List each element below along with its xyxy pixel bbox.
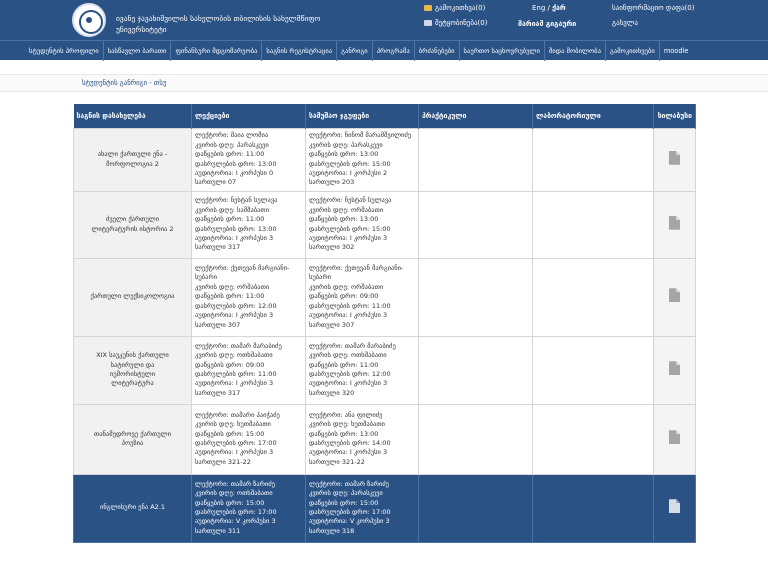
- table-body: [74, 128, 696, 542]
- university-name: ივანე ჯავახიშვილის სახელობის თბილისის სახელმწიფო უნივერსიტეტი: [116, 14, 321, 34]
- newspaper-icon: [424, 5, 432, 11]
- practical-cell: [419, 258, 533, 336]
- table-row[interactable]: [74, 404, 696, 474]
- table-row[interactable]: [74, 128, 696, 191]
- document-icon[interactable]: [669, 288, 680, 302]
- survey-link-label: გამოკითხვა(0): [435, 4, 486, 12]
- breadcrumb-bar: [0, 74, 768, 92]
- laboratory-cell: [533, 128, 654, 191]
- nav-item[interactable]: ფინანსური მდგომარეობა: [171, 41, 262, 61]
- table-row[interactable]: [74, 336, 696, 404]
- syllabus-cell: [654, 191, 696, 258]
- nav-item[interactable]: სტუდენტის პროფილი: [25, 41, 104, 61]
- user-name: მარიამ გიგაური: [518, 20, 577, 28]
- main-nav: [0, 40, 768, 60]
- syllabus-cell: [654, 474, 696, 542]
- language-switcher: [532, 4, 566, 12]
- nav-item[interactable]: სასწავლო ბარათი: [104, 41, 172, 61]
- top-header: [0, 0, 768, 40]
- laboratory-cell: [533, 191, 654, 258]
- work-group-cell: ლექტორი: ანა ფილიძე კვირის დღე: ხუთშაბათი დაწყების დრო: 13:00 დასრულების დრო: 14:00 აუდიტორია: I კორპუსი 3 სართული 321-22: [306, 404, 419, 474]
- subject-cell: ძველი ქართული ლიტერატურის ისტორია 2: [74, 191, 192, 258]
- lang-separator: /: [547, 4, 550, 12]
- lecture-cell: ლექტორი: ქეთევან მარგიანი-სუბარი კვირის დღე: ორშაბათი დაწყების დრო: 11:00 დასრულების დრო: 12:00 აუდიტორია: I კორპუსი 3 სართული 307: [192, 258, 306, 336]
- laboratory-cell: [533, 258, 654, 336]
- logout-link[interactable]: გასვლა: [612, 19, 638, 27]
- col-laboratory: ლაბორატორიული: [533, 104, 654, 128]
- survey-link[interactable]: [424, 4, 485, 12]
- practical-cell: [419, 336, 533, 404]
- syllabus-cell: [654, 404, 696, 474]
- nav-item[interactable]: moodle: [663, 47, 689, 55]
- lecture-cell: ლექტორი: თამარ მარაბიძე კვირის დღე: ოთხშაბათი დაწყების დრო: 09:00 დასრულების დრო: 11:00 აუდიტორია: I კორპუსი 3 სართული 317: [192, 336, 306, 404]
- nav-item[interactable]: განრიგი: [337, 41, 373, 61]
- laboratory-cell: [533, 336, 654, 404]
- lang-ka-link[interactable]: ქარ: [552, 4, 566, 12]
- practical-cell: [419, 404, 533, 474]
- lecture-cell: ლექტორი: თამარი ჰაიჭაძე კვირის დღე: ხუთშაბათი დაწყების დრო: 15:00 დასრულების დრო: 17:00 აუდიტორია: I კორპუსი 3 სართული 321-22: [192, 404, 306, 474]
- table-row[interactable]: [74, 191, 696, 258]
- nav-item[interactable]: საერთო საცხოვრებელი: [460, 41, 545, 61]
- lecture-cell: ლექტორი: თამარ ზარიძე კვირის დღე: ოთხშაბათი დაწყების დრო: 15:00 დასრულების დრო: 17:00 აუდიტორია: V კორპუსი 3 სართული 311: [192, 474, 306, 542]
- main-nav-items: [25, 41, 692, 61]
- lecture-cell: ლექტორი: მაია ლომია კვირის დღე: პარასკევი დაწყების დრო: 11:00 დასრულების დრო: 13:00 აუდიტორია: I კორპუსი 0 სართული 07: [192, 128, 306, 191]
- syllabus-cell: [654, 128, 696, 191]
- work-group-cell: ლექტორი: ქეთევან მარგიანი-სუბარი კვირის დღე: ორშაბათი დაწყების დრო: 09:00 დასრულების დრო: 11:00 აუდიტორია: I კორპუსი 3 სართული 307: [306, 258, 419, 336]
- col-syllabus: სილაბუსი: [654, 104, 696, 128]
- subject-cell: ქართული ლექსიკოლოგია: [74, 258, 192, 336]
- document-icon[interactable]: [669, 430, 680, 444]
- nav-item[interactable]: ბრძანებები: [415, 41, 460, 61]
- col-subject: საგნის დასახელება: [74, 104, 192, 128]
- subject-cell: ახალი ქართული ენა - მორფოლოგია 2: [74, 128, 192, 191]
- schedule-table: [73, 104, 696, 543]
- syllabus-cell: [654, 258, 696, 336]
- table-row[interactable]: [74, 474, 696, 542]
- table-header-row: [74, 104, 696, 128]
- document-icon[interactable]: [669, 499, 680, 513]
- document-icon[interactable]: [669, 216, 680, 230]
- mail-icon: [424, 20, 432, 26]
- messages-link-label: შეტყობინება(0): [435, 19, 488, 27]
- work-group-cell: ლექტორი: ნესტან სულავა კვირის დღე: ორშაბათი დაწყების დრო: 13:00 დასრულების დრო: 15:00 აუდიტორია: I კორპუსი 3 სართული 302: [306, 191, 419, 258]
- practical-cell: [419, 128, 533, 191]
- table-row[interactable]: [74, 258, 696, 336]
- practical-cell: [419, 474, 533, 542]
- nav-item[interactable]: საგნის რეგისტრაცია: [262, 41, 337, 61]
- lang-en-link[interactable]: Eng: [532, 4, 546, 12]
- work-group-cell: ლექტორი: ნინომ მარამშვილიძე კვირის დღე: პარასკევი დაწყების დრო: 13:00 დასრულების დრო: 15:00 აუდიტორია: I კორპუსი 2 სართული 203: [306, 128, 419, 191]
- info-board-link[interactable]: საინფორმაციო დაფა(0): [612, 4, 695, 12]
- nav-item[interactable]: შიდა მობილობა: [545, 41, 606, 61]
- subject-cell: თანამედროვე ქართული პოეზია: [74, 404, 192, 474]
- col-work-groups: სამუშაო ჯგუფები: [306, 104, 419, 128]
- syllabus-cell: [654, 336, 696, 404]
- work-group-cell: ლექტორი: თამარ ზარიძე კვირის დღე: პარასკევი დაწყების დრო: 15:00 დასრულების დრო: 17:00 აუდიტორია: V კორპუსი 3 სართული 318: [306, 474, 419, 542]
- breadcrumb[interactable]: სტუდენტის განრიგი - თსუ: [82, 79, 167, 87]
- practical-cell: [419, 191, 533, 258]
- nav-item[interactable]: გამოკითხვები: [606, 41, 660, 61]
- university-logo-icon[interactable]: [72, 3, 106, 37]
- col-practical: პრაქტიკული: [419, 104, 533, 128]
- laboratory-cell: [533, 474, 654, 542]
- work-group-cell: ლექტორი: თამარ მარაბიძე კვირის დღე: ოთხშაბათი დაწყების დრო: 11:00 დასრულების დრო: 12:00 აუდიტორია: I კორპუსი 3 სართული 320: [306, 336, 419, 404]
- subject-cell: XIX საუკუნის ქართული სატირული და იუმორისტული ლიტერატურა: [74, 336, 192, 404]
- lecture-cell: ლექტორი: ნესტან სულავა კვირის დღე: სამშაბათი დაწყების დრო: 11:00 დასრულების დრო: 13:00 აუდიტორია: I კორპუსი 3 სართული 317: [192, 191, 306, 258]
- document-icon[interactable]: [669, 151, 680, 165]
- col-lectures: ლექციები: [192, 104, 306, 128]
- subject-cell: ინგლისური ენა A2.1: [74, 474, 192, 542]
- laboratory-cell: [533, 404, 654, 474]
- nav-item[interactable]: პროგრამა: [373, 41, 415, 61]
- document-icon[interactable]: [669, 361, 680, 375]
- messages-link[interactable]: [424, 19, 487, 27]
